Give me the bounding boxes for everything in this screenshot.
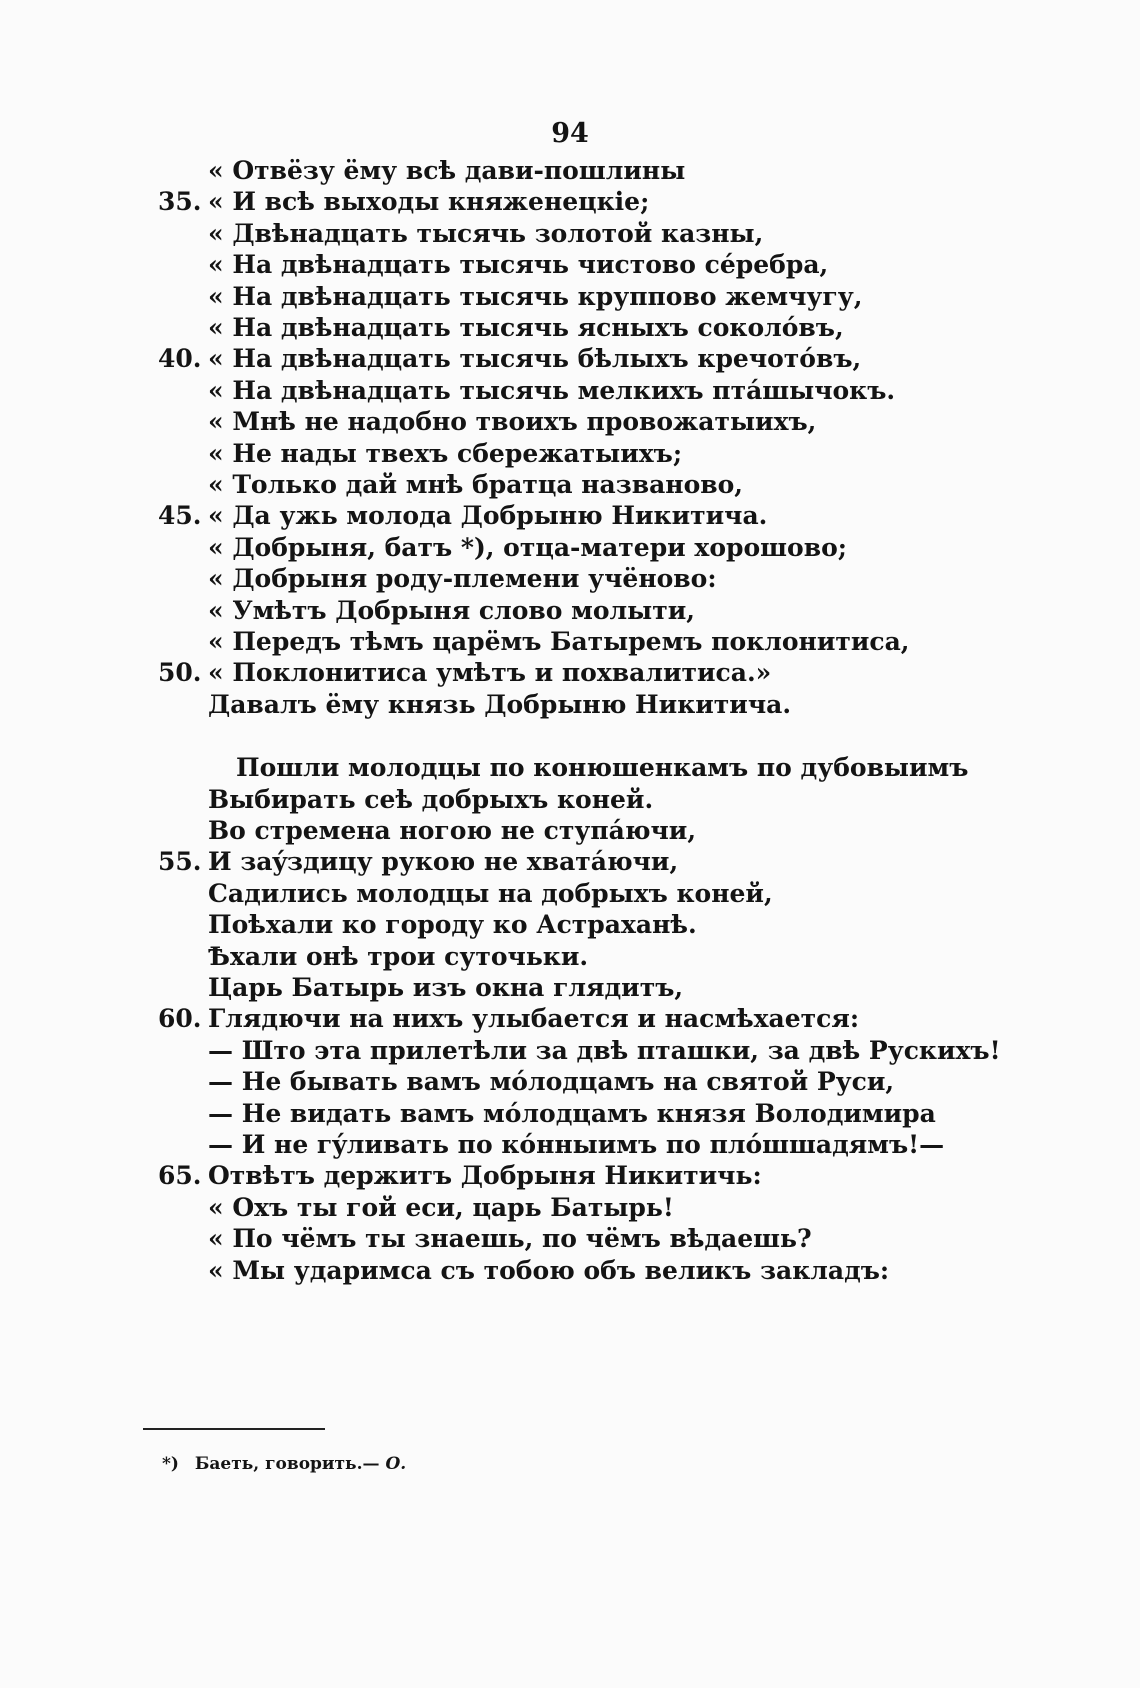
poem-line <box>0 940 1140 974</box>
line-text: Садились молодцы на добрыхъ коней, <box>208 878 773 908</box>
line-text: « Да ужь молода Добрыню Никитича. <box>208 501 768 531</box>
line-text: « Передъ тѣмъ царёмъ Батыремъ поклонитиса, <box>208 627 910 656</box>
poem-line <box>0 1191 1140 1225</box>
line-number: 35. <box>158 187 202 217</box>
footnote <box>162 1454 406 1474</box>
line-text: « Только дай мнѣ братца названово, <box>208 470 743 499</box>
line-text: « Мнѣ не надобно твоихъ провожатыихъ, <box>208 407 817 437</box>
poem-line <box>0 783 1140 817</box>
page-number: 94 <box>551 118 589 149</box>
line-text: « Охъ ты гой еси, царь Батырь! <box>208 1192 674 1222</box>
poem-line <box>0 845 1140 879</box>
line-text: « Не нады твехъ сбережатыихъ; <box>208 438 683 468</box>
poem-line <box>0 562 1140 596</box>
line-text: Выбирать сеѣ добрыхъ коней. <box>208 784 654 814</box>
line-text: « Умѣтъ Добрыня слово молыти, <box>208 595 695 625</box>
line-text: Поѣхали ко городу ко Астраханѣ. <box>208 910 697 940</box>
line-text: Отвѣтъ держитъ Добрыня Никитичь: <box>208 1161 762 1191</box>
line-text: Пошли молодцы по конюшенкамъ по дубовыимъ <box>236 753 969 783</box>
line-text: И заýздицу рукою не хватáючи, <box>208 847 679 877</box>
poem-line <box>0 1254 1140 1288</box>
poem-line <box>0 1222 1140 1256</box>
poem-line <box>0 1159 1140 1193</box>
line-text: — Не видать вамъ мóлодцамъ князя Володимира <box>208 1098 936 1128</box>
poem-line <box>0 1034 1140 1068</box>
footnote-signature: О. <box>385 1454 407 1474</box>
poem-line <box>0 971 1140 1005</box>
line-text: Во стремена ногою не ступáючи, <box>208 816 697 845</box>
poem-line <box>0 1002 1140 1036</box>
poem-line <box>0 374 1140 408</box>
line-number: 50. <box>158 658 202 688</box>
line-text: « На двѣнадцать тысячь бѣлыхъ кречотóвъ, <box>208 344 862 374</box>
line-text: Царь Батырь изъ окна глядитъ, <box>208 973 684 1002</box>
poem-line <box>0 499 1140 533</box>
line-text: « Поклонитиса умѣтъ и похвалитиса.» <box>208 658 772 688</box>
line-text: « По чёмъ ты знаешь, по чёмъ вѣдаешь? <box>208 1224 812 1254</box>
footnote-rule <box>143 1428 325 1430</box>
line-text: — И не гýливать по кóнныимъ по плóшшадямъ!— <box>208 1130 945 1159</box>
poem-line <box>0 751 1140 785</box>
poem-line <box>0 248 1140 282</box>
poem-line <box>0 280 1140 314</box>
line-number: 45. <box>158 501 202 531</box>
poem-line <box>0 877 1140 911</box>
line-text: « Мы ударимса съ тобою объ великъ закладъ: <box>208 1255 890 1285</box>
poem-line <box>0 688 1140 722</box>
line-text: « Добрыня роду-племени учёново: <box>208 564 717 594</box>
poem-line <box>0 311 1140 345</box>
line-text: « На двѣнадцать тысячь мелкихъ птáшычокъ. <box>208 375 896 405</box>
line-text: « На двѣнадцать тысячь круппово жемчугу, <box>208 281 863 311</box>
line-text: « И всѣ выходы княженецкіе; <box>208 187 650 217</box>
line-text: « Добрыня, батъ *), отца-матери хорошово; <box>208 532 847 562</box>
footnote-mark: *) <box>162 1454 179 1474</box>
poem-line <box>0 1097 1140 1131</box>
poem-line <box>0 656 1140 690</box>
poem-line <box>0 468 1140 502</box>
poem-line <box>0 405 1140 439</box>
line-number: 60. <box>158 1004 202 1034</box>
poem-line <box>0 625 1140 659</box>
line-text: « На двѣнадцать тысячь ясныхъ соколóвъ, <box>208 313 844 342</box>
line-text: « На двѣнадцать тысячь чистово сéребра, <box>208 250 829 280</box>
line-text: « Отвёзу ёму всѣ дави-пошлины <box>208 156 686 185</box>
poem-line <box>0 814 1140 848</box>
poem-line <box>0 217 1140 251</box>
poem-line <box>0 185 1140 219</box>
line-number: 55. <box>158 847 202 877</box>
poem-line <box>0 437 1140 471</box>
line-number: 65. <box>158 1161 202 1191</box>
line-text: — Не бывать вамъ мóлодцамъ на святой Руси, <box>208 1067 895 1097</box>
poem-line <box>0 1128 1140 1162</box>
line-text: Глядючи на нихъ улыбается и насмѣхается: <box>208 1004 860 1034</box>
poem-line <box>0 594 1140 628</box>
line-number: 40. <box>158 344 202 374</box>
line-text: Давалъ ёму князь Добрыню Никитича. <box>208 689 792 719</box>
line-text: « Двѣнадцать тысячь золотой казны, <box>208 218 764 248</box>
poem-line <box>0 908 1140 942</box>
poem-line <box>0 1065 1140 1099</box>
line-text: — Што эта прилетѣли за двѣ пташки, за двѣ Рускихъ! <box>208 1035 1001 1065</box>
poem-line <box>0 531 1140 565</box>
line-text: Ѣхали онѣ трои суточьки. <box>208 941 589 971</box>
poem-line <box>0 154 1140 188</box>
poem-line <box>0 342 1140 376</box>
footnote-text: Баеть, говорить.— <box>194 1454 380 1474</box>
